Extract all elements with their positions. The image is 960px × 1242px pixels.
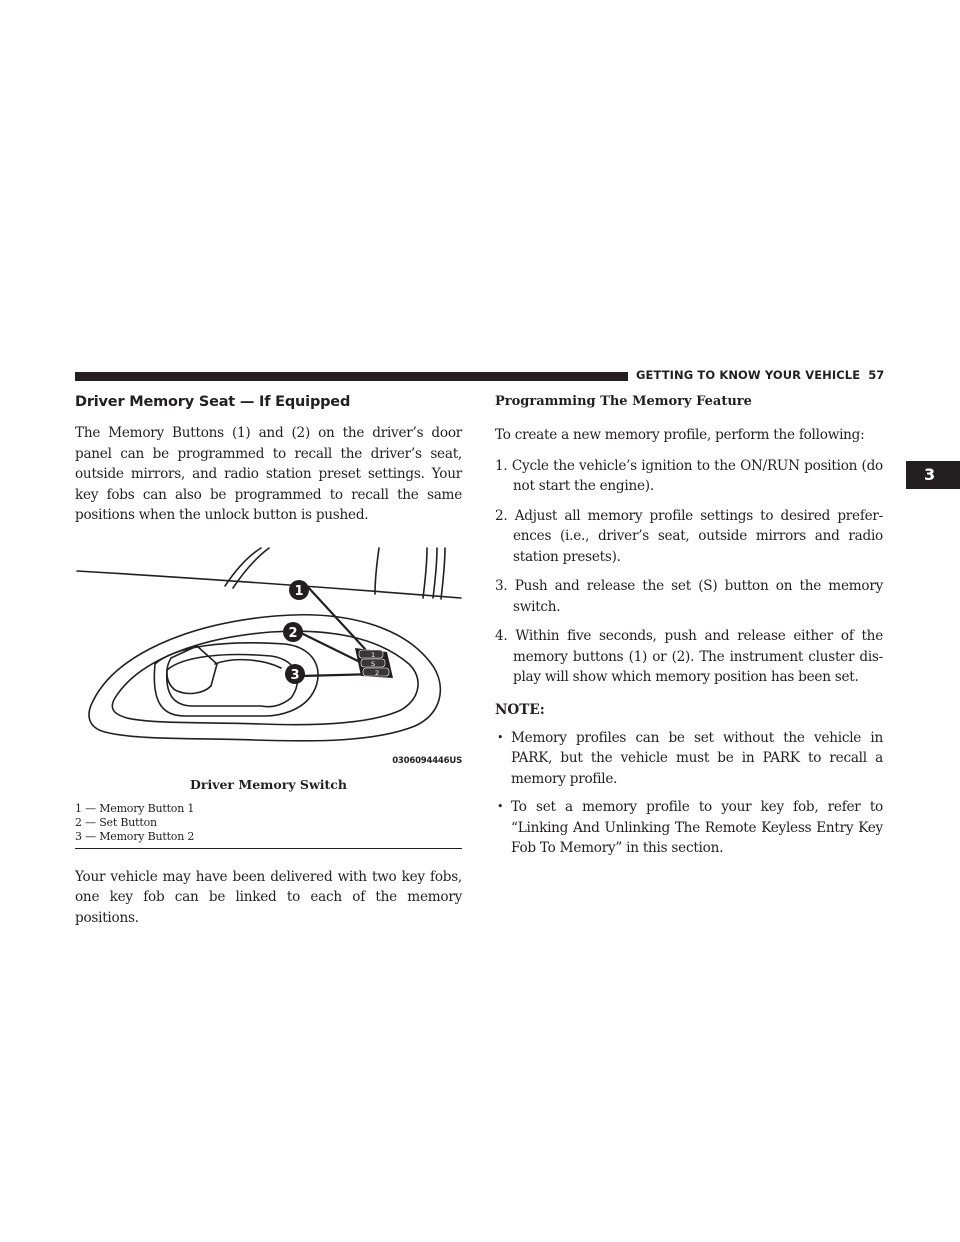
steps-intro: To create a new memory profile, perform the following: xyxy=(495,427,865,443)
memory-switch-panel xyxy=(355,648,393,678)
bullet-icon: • xyxy=(497,730,504,744)
callout-1 xyxy=(289,580,309,600)
note-item: • Memory profiles can be set without the vehicle in PARK, but the vehicle must be in PARK to recall a memory profile. xyxy=(497,729,883,787)
figure-caption: Driver Memory Switch xyxy=(190,776,347,792)
right-column xyxy=(495,393,883,867)
switch-label-1: 1 xyxy=(371,650,376,659)
chapter-tab: 3 xyxy=(906,461,960,489)
step-item: 2. Adjust all memory profile settings to desired prefer- ences (i.e., driver’s seat, outside mirrors and radio station presets). xyxy=(495,507,883,565)
section-title: GETTING TO KNOW YOUR VEHICLE xyxy=(636,368,861,382)
running-header xyxy=(636,368,884,382)
key-fob-paragraph: Your vehicle may have been delivered with two key fobs, one key fob can be linked to each of the memory positions. xyxy=(75,868,462,926)
steps-list xyxy=(495,456,883,688)
switch-label-2: 2 xyxy=(375,668,380,677)
door-trim-line xyxy=(77,571,461,598)
door-panel-illustration xyxy=(75,546,462,772)
switch-label-s: S xyxy=(371,659,376,668)
intro-paragraph: The Memory Buttons (1) and (2) on the driver’s door panel can be programmed to recall the driver’s seat, outside mirrors, and radio station preset settings. Your key fobs can also be programmed to recall the same positions when the unlock button is pushed. xyxy=(75,425,462,523)
figure-legend xyxy=(75,802,462,844)
legend-item: 2 — Set Button xyxy=(75,815,157,829)
page-number: 57 xyxy=(868,368,885,382)
step-item: 4. Within five seconds, push and release either of the memory buttons (1) or (2). The instrument cluster dis- play will show which memory position has been set. xyxy=(495,628,883,685)
svg-text:2: 2 xyxy=(288,625,298,641)
svg-text:3: 3 xyxy=(290,667,300,683)
armrest-outline xyxy=(89,614,440,740)
driver-memory-switch-figure xyxy=(75,546,462,772)
note-heading: NOTE: xyxy=(495,701,545,718)
left-column xyxy=(75,393,462,928)
step-item: 1. Cycle the vehicle’s ignition to the ON/RUN position (do not start the engine). xyxy=(495,457,883,494)
step-item: 3. Push and release the set (S) button on the memory switch. xyxy=(495,578,883,615)
legend-item: 3 — Memory Button 2 xyxy=(75,829,195,843)
callout-2 xyxy=(283,622,303,642)
section-heading: Driver Memory Seat — If Equipped xyxy=(75,394,351,410)
svg-text:1: 1 xyxy=(294,583,304,599)
legend-rule xyxy=(75,848,462,849)
legend-item: 1 — Memory Button 1 xyxy=(75,801,195,815)
figure-code: 0306094446US xyxy=(392,755,462,766)
header-rule xyxy=(75,372,628,381)
callout-3 xyxy=(285,664,305,684)
subsection-heading: Programming The Memory Feature xyxy=(495,394,752,409)
notes-list xyxy=(495,728,883,859)
bullet-icon: • xyxy=(497,800,504,813)
note-item: • To set a memory profile to your key fob, refer to “Linking And Unlinking The Remote Keyless Entry Key Fob To Memory” in this section. xyxy=(497,799,883,856)
